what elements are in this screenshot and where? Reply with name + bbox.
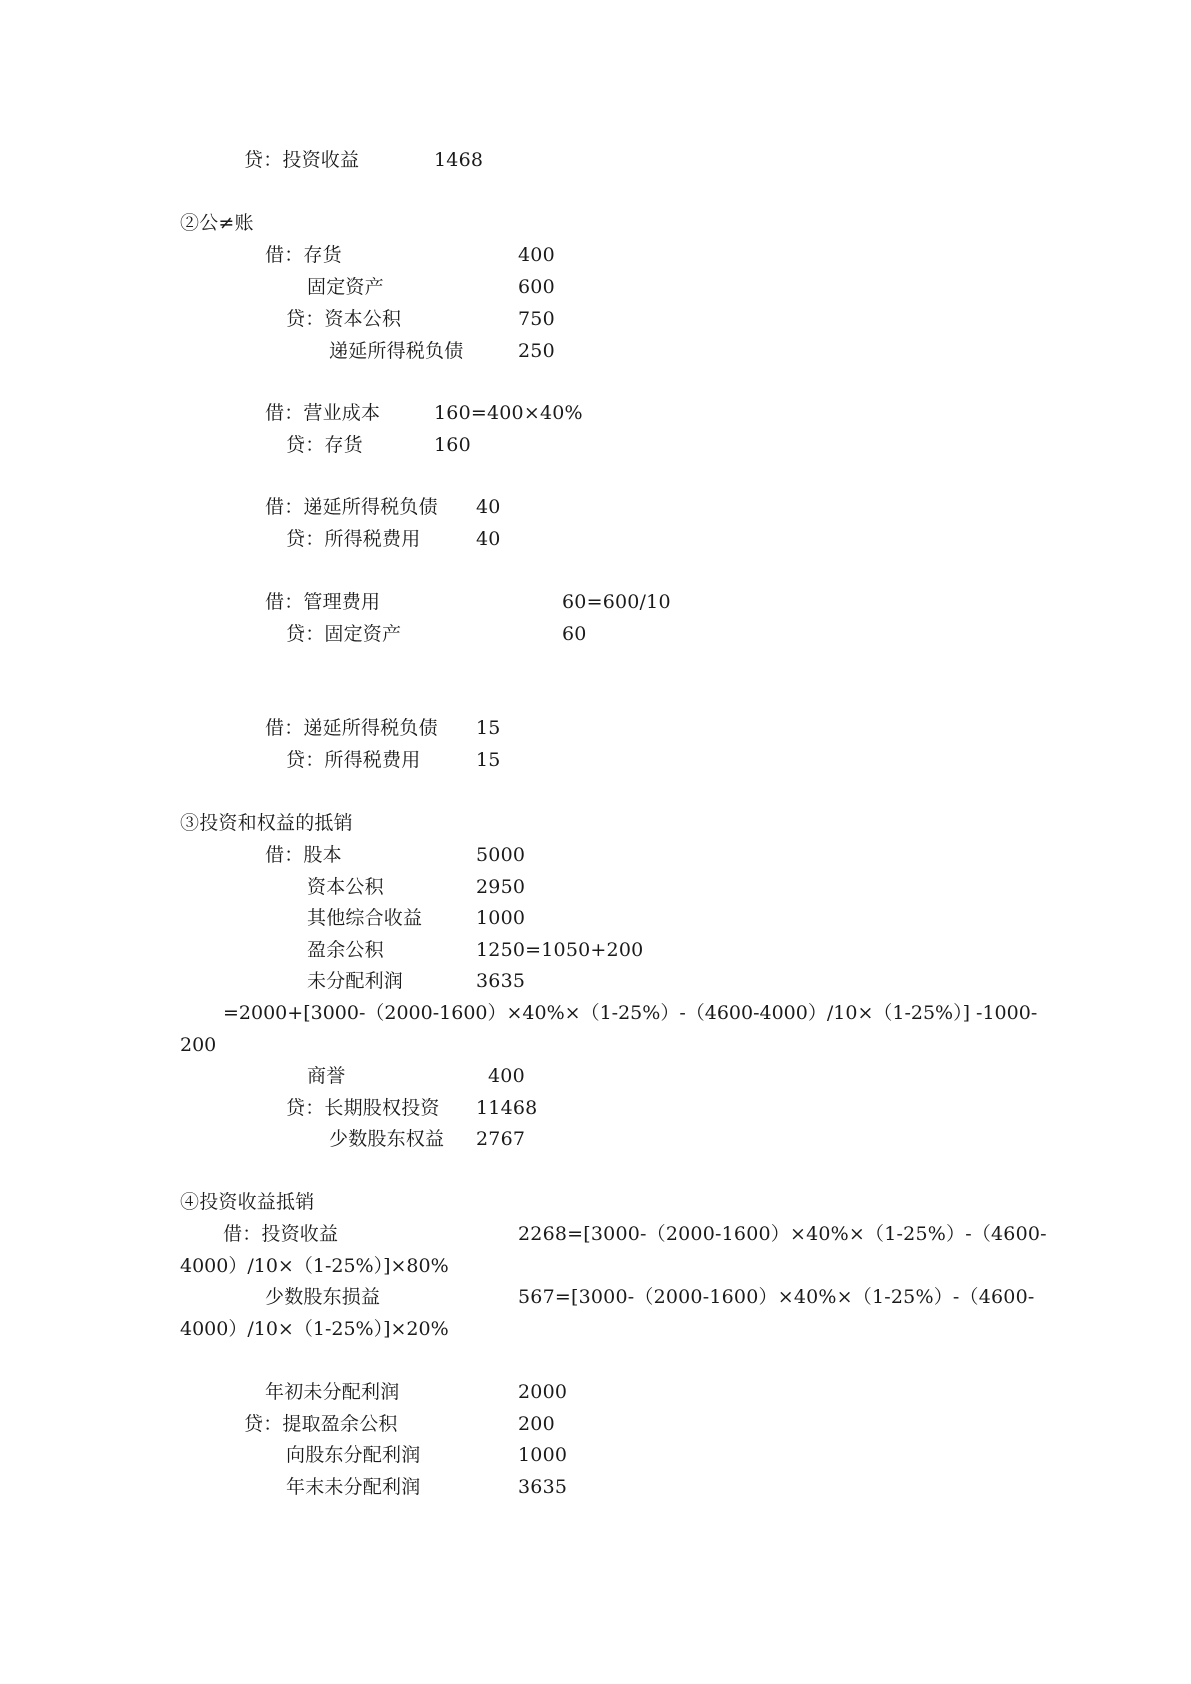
entry-line [307,906,526,930]
entry-label: 商誉 [307,1065,346,1087]
entry-line [307,938,644,962]
entry-label: 贷：提取盈余公积 [244,1413,398,1435]
entry-amount: 1250=1050+200 [476,939,644,961]
entry-label: 贷：固定资产 [286,623,402,645]
entry-label: 年初未分配利润 [265,1381,400,1403]
entry-line [286,527,501,551]
entry-amount: 567=[3000-（2000-1600）×40%×（1-25%）-（4600- [518,1286,1035,1308]
entry-label: 年末未分配利润 [286,1476,421,1498]
entry-amount: 5000 [476,844,526,866]
entry-line [329,1127,526,1151]
entry-line [223,1222,1047,1246]
entry-amount: 60=600/10 [562,591,671,613]
entry-amount: 160=400×40% [434,402,583,424]
entry-label: 借：股本 [265,844,342,866]
entry-amount: 400 [488,1065,525,1087]
entry-amount: 40 [476,496,501,518]
formula-text: =2000+[3000-（2000-1600）×40%×（1-25%）-（4600-4000）/10×（1-25%）] -1000- [223,1002,1038,1024]
entry-amount: 40 [476,528,501,550]
entry-amount: 750 [518,308,555,330]
entry-line [265,590,671,614]
entry-label: 其他综合收益 [307,907,423,929]
entry-label: 借：递延所得税负债 [265,496,438,518]
entry-label: 借：营业成本 [265,402,381,424]
entry-label: 借：递延所得税负债 [265,717,438,739]
entry-line [307,969,526,993]
section-heading: ③投资和权益的抵销 [180,812,353,834]
entry-amount: 160 [434,434,471,456]
entry-label: 资本公积 [307,876,384,898]
entry-label: 贷：存货 [286,434,363,456]
entry-label: 借：存货 [265,244,342,266]
entry-line [329,339,555,363]
entry-amount: 200 [518,1413,555,1435]
formula-text: 200 [180,1034,217,1056]
formula-continuation: 4000）/10×（1-25%）]×20% [180,1318,449,1340]
entry-amount: 15 [476,717,501,739]
entry-label: 盈余公积 [307,939,384,961]
entry-label: 递延所得税负债 [329,340,464,362]
entry-label: 借：投资收益 [223,1223,339,1245]
entry-amount: 15 [476,749,501,771]
entry-label: 少数股东损益 [265,1286,381,1308]
entry-label: 向股东分配利润 [286,1444,421,1466]
section-heading: ②公≠账 [180,212,254,234]
entry-amount: 3635 [518,1476,568,1498]
entry-line [244,1412,555,1436]
entry-amount: 1000 [518,1444,568,1466]
entry-line [265,1380,568,1404]
entry-line [265,495,501,519]
entry-amount: 2767 [476,1128,526,1150]
entry-line [286,1096,538,1120]
entry-amount: 11468 [476,1097,538,1119]
entry-label: 贷：长期股权投资 [286,1097,440,1119]
entry-label: 固定资产 [307,276,384,298]
section-heading: ④投资收益抵销 [180,1191,315,1213]
entry-line [307,1064,525,1088]
entry-line [265,1285,1035,1309]
entry-amount: 2000 [518,1381,568,1403]
entry-amount: 1000 [476,907,526,929]
entry-label: 贷：资本公积 [286,308,402,330]
entry-line [307,275,555,299]
entry-line [286,307,555,331]
entry-line [244,148,484,172]
entry-label: 贷：投资收益 [244,149,360,171]
entry-line [265,243,555,267]
entry-line [286,1475,568,1499]
entry-amount: 600 [518,276,555,298]
formula-continuation: 4000）/10×（1-25%）]×80% [180,1255,449,1277]
entry-amount: 60 [562,623,587,645]
entry-amount: 250 [518,340,555,362]
entry-amount: 400 [518,244,555,266]
entry-amount: 2950 [476,876,526,898]
entry-amount: 2268=[3000-（2000-1600）×40%×（1-25%）-（4600- [518,1223,1047,1245]
entry-line [265,843,526,867]
entry-line [286,748,501,772]
entry-label: 未分配利润 [307,970,404,992]
entry-label: 少数股东权益 [329,1128,445,1150]
entry-line [307,875,526,899]
entry-line [286,1443,568,1467]
entry-label: 贷：所得税费用 [286,749,421,771]
entry-amount: 1468 [434,149,484,171]
entry-line [286,622,587,646]
entry-line [265,401,583,425]
entry-label: 借：管理费用 [265,591,381,613]
entry-label: 贷：所得税费用 [286,528,421,550]
entry-line [286,433,471,457]
entry-amount: 3635 [476,970,526,992]
entry-line [265,716,501,740]
